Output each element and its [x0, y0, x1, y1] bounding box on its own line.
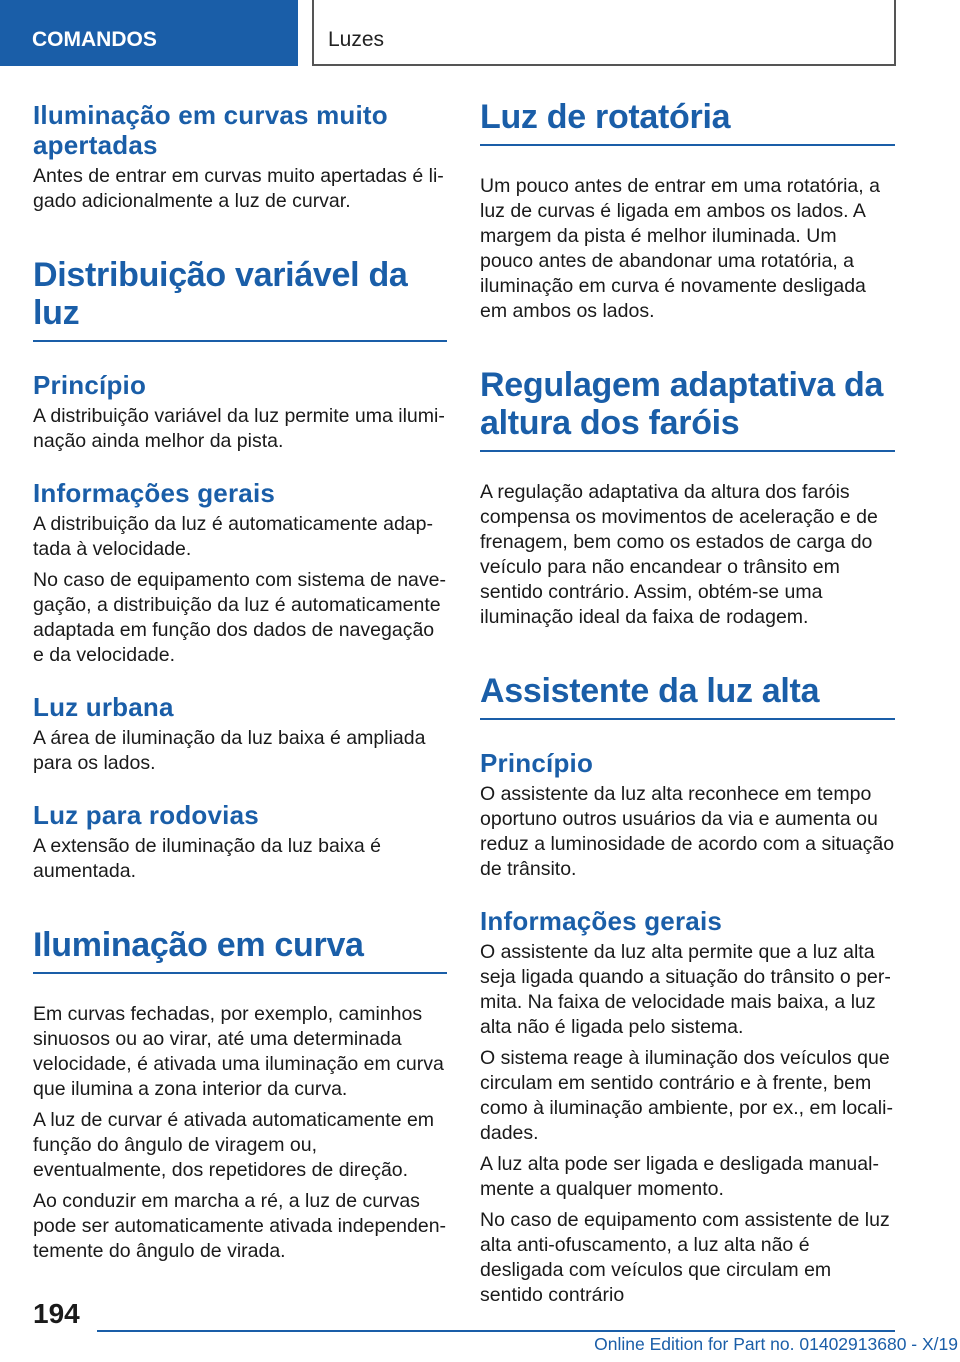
heading-high-beam-assistant: Assistente da luz alta — [480, 672, 895, 720]
page-number: 194 — [33, 1298, 80, 1329]
paragraph: A distribuição variável da luz permite uma iluminação ainda melhor da pista. — [33, 405, 445, 452]
subheading-urban-light: Luz urbana — [33, 692, 174, 722]
subheading-principle: Princípio — [480, 748, 594, 778]
paragraph: A luz alta pode ser ligada e desligada manualmente a qualquer momento. — [480, 1153, 879, 1200]
left-column — [33, 100, 447, 1270]
heading-variable-light: Distribuição variável da luz — [33, 256, 447, 342]
paragraph: Antes de entrar em curvas muito apertadas é ligado adicionalmente a luz de curvar. — [33, 165, 444, 212]
right-column — [480, 98, 895, 1314]
paragraph: A luz de curvar é ativada automaticamente em função do ângulo de viragem ou, eventualmente, dos repetidores de direção. — [33, 1109, 435, 1181]
subheading-general-info: Informações gerais — [480, 906, 723, 936]
paragraph: A extensão de iluminação da luz baixa é aumentada. — [33, 835, 381, 882]
paragraph: Em curvas fechadas, por exemplo, caminhos sinuosos ou ao virar, até uma determinada velocidade, é ativada uma iluminação em curva que ilumina a zona interior da curva. — [33, 1003, 444, 1100]
subheading-highway-light: Luz para rodovias — [33, 800, 259, 830]
subheading-general-info: Informações gerais — [33, 478, 276, 508]
subheading-principle: Princípio — [33, 370, 147, 400]
footer-divider — [97, 1330, 895, 1332]
edition-footer: Online Edition for Part no. 01402913680 - X/19 — [594, 1334, 958, 1354]
paragraph: Um pouco antes de entrar em uma rotatória, a luz de curvas é ligada em ambos os lados. A margem da pista é melhor iluminada. Um pouco antes de abandonar uma rotatória, a iluminação em curva é novamente desligada em ambos os lados. — [480, 175, 880, 322]
heading-adaptive-headlight: Regulagem adaptativa da altura dos faróis — [480, 366, 895, 452]
paragraph: A distribuição da luz é automaticamente adaptada à velocidade. — [33, 513, 433, 560]
paragraph: No caso de equipamento com sistema de navegação, a distribuição da luz é automaticamente adaptada em função dos dados de navegação e da velocidade. — [33, 569, 446, 666]
heading-cornering-light: Iluminação em curva — [33, 926, 447, 974]
paragraph: A regulação adaptativa da altura dos faróis compensa os movimentos de aceleração e de frenagem, bem como os estados de carga do veículo para não encandear o trânsito em sentido contrário. Assim, obtém-se uma iluminação ideal da faixa de rodagem. — [480, 481, 878, 628]
paragraph: Ao conduzir em marcha a ré, a luz de curvas pode ser automaticamente ativada independentemente do ângulo de virada. — [33, 1190, 447, 1262]
paragraph: No caso de equipamento com assistente de luz alta anti-ofuscamento, a luz alta não é desligada com veículos que circulam em sentido contrário — [480, 1209, 890, 1306]
paragraph: O assistente da luz alta reconhece em tempo oportuno outros usuários da via e aumenta ou reduz a luminosidade de acordo com a situação de trânsito. — [480, 783, 895, 880]
chapter-title: Luzes — [312, 0, 896, 66]
paragraph: O sistema reage à iluminação dos veículos que circulam em sentido contrário e à frente, bem como à iluminação ambiente, por ex., em localidades. — [480, 1047, 893, 1144]
section-tab: COMANDOS — [0, 0, 298, 66]
heading-roundabout-light: Luz de rotatória — [480, 98, 895, 146]
paragraph: O assistente da luz alta permite que a luz alta seja ligada quando a situação do trânsito o permita. Na faixa de velocidade mais baixa, a luz alta não é ligada pelo sistema. — [480, 941, 891, 1038]
subheading-tight-curves: Iluminação em curvas muito apertadas — [33, 100, 388, 160]
paragraph: A área de iluminação da luz baixa é ampliada para os lados. — [33, 727, 426, 774]
